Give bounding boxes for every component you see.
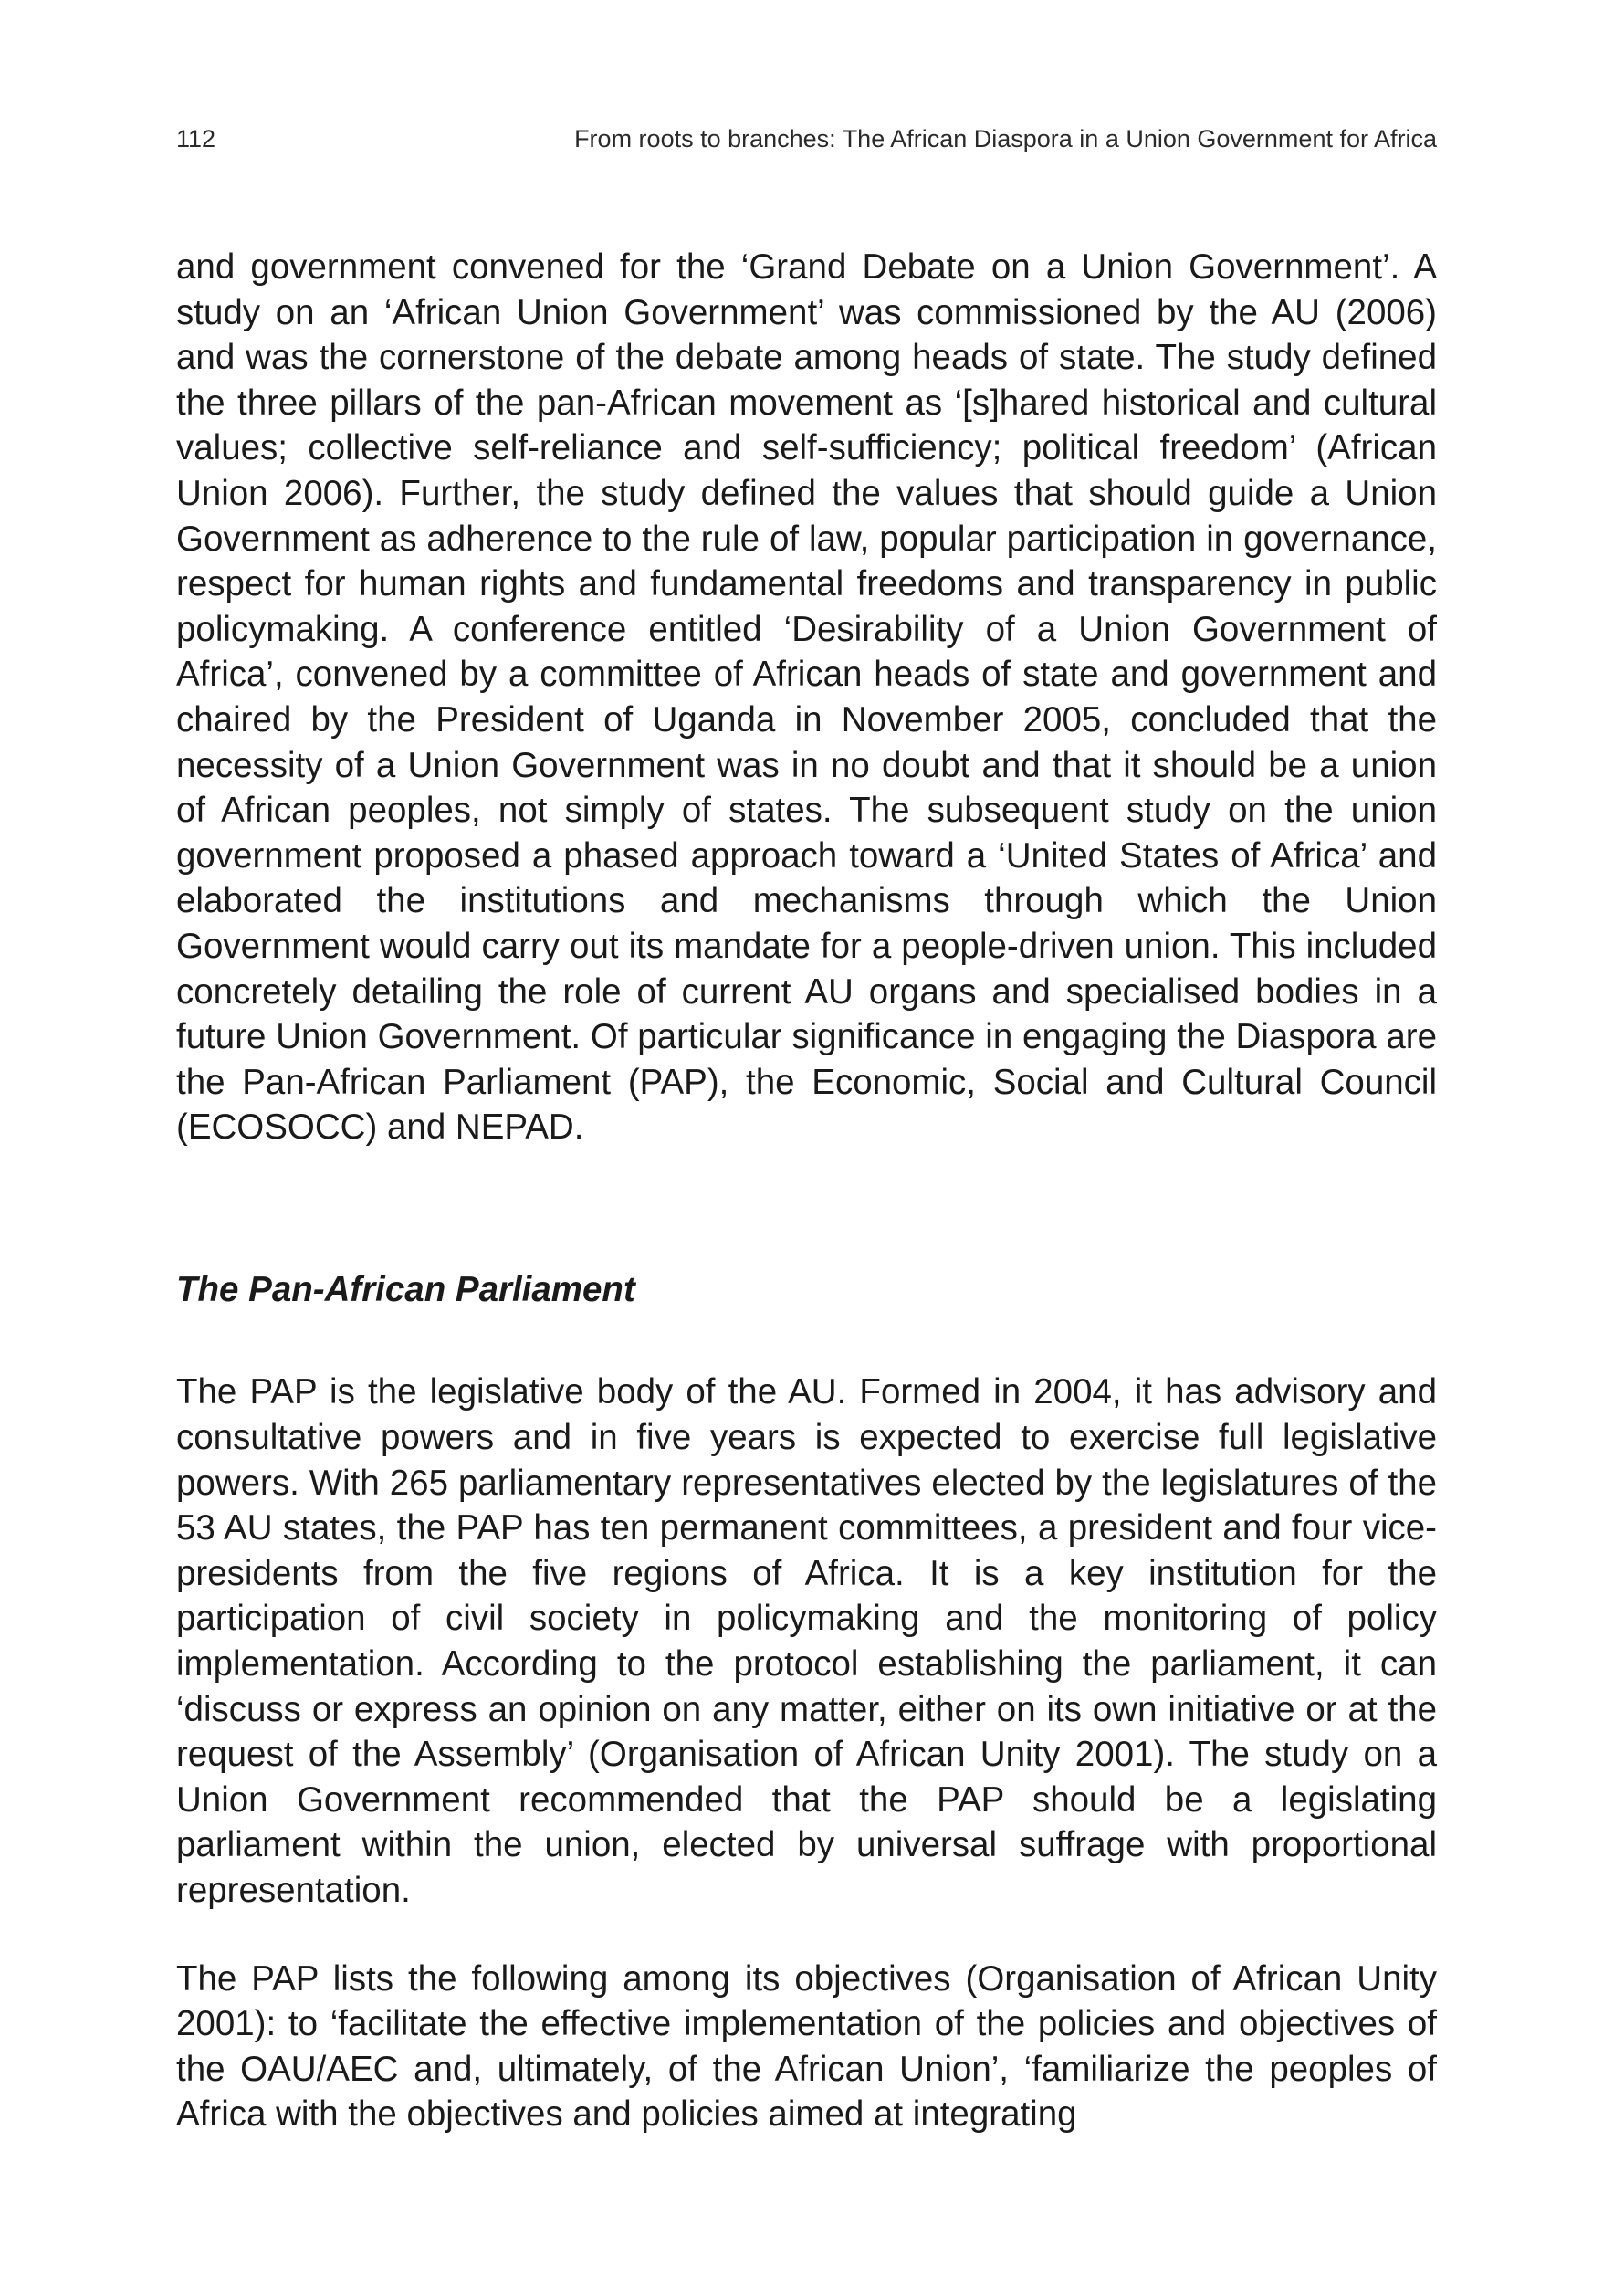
running-title: From roots to branches: The African Diaspora in a Union Government for Africa	[574, 124, 1437, 152]
page-body	[176, 245, 1437, 2137]
body-paragraph-2: The PAP is the legislative body of the AU. Formed in 2004, it has advisory and consultative powers and in five years is expected to exercise full legislative powers. With 265 parliamentary representatives elected by the legislatures of the 53 AU states, the PAP has ten permanent committees, a president and four vice-presidents from the five regions of Africa. It is a key institution for the participation of civil society in policymaking and the monitoring of policy implementation. According to the protocol establishing the parliament, it can ‘discuss or express an opinion on any matter, either on its own initiative or at the request of the Assembly’ (Organisation of African Unity 2001). The study on a Union Government recommended that the PAP should be a legislating parliament within the union, elected by universal suffrage with proportional representation.	[176, 1372, 1437, 1910]
body-paragraph-3: The PAP lists the following among its objectives (Organisation of African Unity 2001): to ‘facilitate the effective implementation of the policies and objectives of the OAU/AEC and, ultimately, of the African Union’, ‘familiarize the peoples of Africa with the objectives and policies aimed at integrating	[176, 1958, 1437, 2135]
page-number: 112	[176, 124, 216, 152]
page-header	[176, 119, 1437, 159]
section-heading: The Pan-African Parliament	[176, 1269, 635, 1309]
body-paragraph-1: and government convened for the ‘Grand Debate on a Union Government’. A study on an ‘African Union Government’ was commissioned by the AU (2006) and was the cornerstone of the debate among heads of state. The study defined the three pillars of the pan-African movement as ‘[s]hared historical and cultural values; collective self-reliance and self-sufficiency; political freedom’ (African Union 2006). Further, the study defined the values that should guide a Union Government as adherence to the rule of law, popular participation in governance, respect for human rights and fundamental freedoms and transparency in public policymaking. A conference entitled ‘Desirability of a Union Government of Africa’, convened by a committee of African heads of state and government and chaired by the President of Uganda in November 2005, concluded that the necessity of a Union Government was in no doubt and that it should be a union of African peoples, not simply of states. The subsequent study on the union government proposed a phased approach toward a ‘United States of Africa’ and elaborated the institutions and mechanisms through which the Union Government would carry out its mandate for a people-driven union. This included concretely detailing the role of current AU organs and specialised bodies in a future Union Government. Of particular significance in engaging the Diaspora are the Pan-African Parliament (PAP), the Economic, Social and Cultural Council (ECOSOCC) and NEPAD.	[176, 247, 1437, 1148]
